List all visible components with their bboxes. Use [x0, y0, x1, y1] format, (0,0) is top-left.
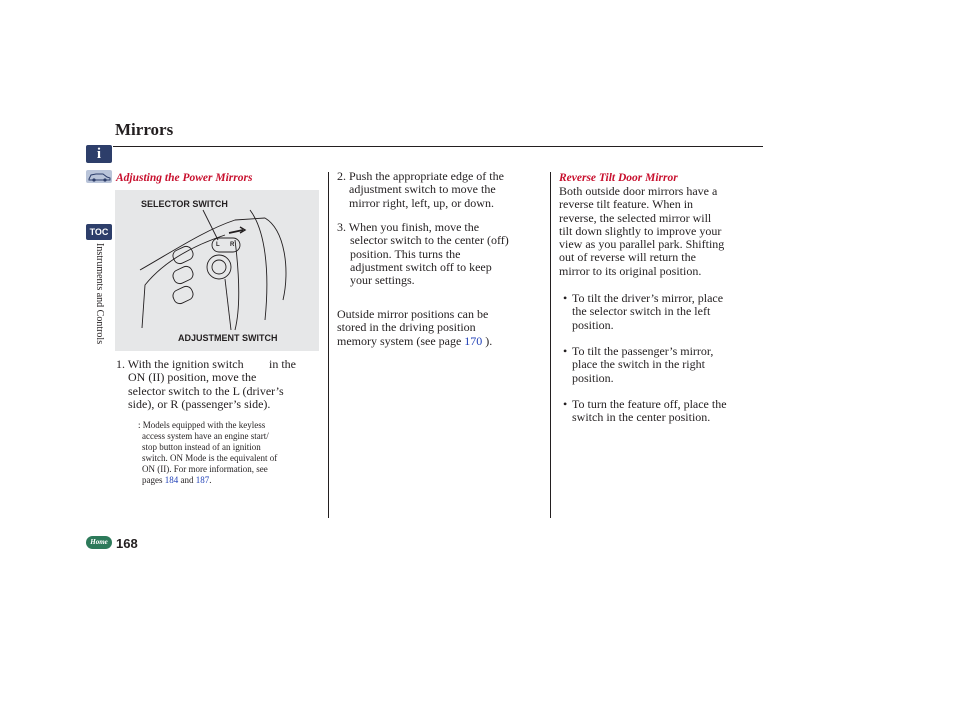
page-link-184[interactable]: 184 [164, 475, 179, 485]
ignition-footnote [138, 420, 310, 486]
car-icon[interactable] [86, 170, 112, 183]
step-3-line-b: selector switch to the center (off) [350, 233, 509, 248]
step-2-line-b: adjustment switch to move the [349, 182, 496, 197]
step-3-line-d: adjustment switch off to keep [350, 259, 492, 274]
car-icon-graphic [86, 170, 112, 183]
reverse-line-5: view as you parallel park. Shifting [559, 237, 725, 252]
note-period: . [209, 475, 212, 485]
memory-line-c-text: memory system (see page [337, 333, 462, 348]
bullet-driver-b: the selector switch in the left [572, 304, 711, 319]
section-heading-power-mirrors: Adjusting the Power Mirrors [116, 172, 253, 184]
page-title: Mirrors [115, 120, 174, 139]
memory-line-c [337, 335, 542, 348]
note-line-3: stop button instead of an ignition [142, 442, 261, 452]
reverse-line-6: out of reverse will return the [559, 250, 696, 265]
step-3-line-c: position. This turns the [350, 246, 461, 261]
adjustment-switch-label: ADJUSTMENT SWITCH [178, 333, 278, 343]
note-line-4: switch. ON Mode is the equivalent of [142, 453, 278, 463]
column-divider-2 [550, 172, 551, 518]
memory-paragraph [337, 308, 542, 348]
step-1-line-c: ON (II) position, move the [128, 370, 257, 385]
title-rule [113, 146, 763, 147]
step-3 [337, 221, 542, 287]
step-1 [116, 358, 316, 411]
reverse-tilt-paragraph [559, 185, 759, 278]
reverse-line-4: tilt down slightly to improve your [559, 223, 722, 238]
note-line-5: ON (II). For more information, see [142, 464, 268, 474]
memory-line-a: Outside mirror positions can be [337, 307, 489, 321]
reverse-line-7: mirror to its original position. [559, 263, 702, 278]
bullet-passenger-c: position. [572, 370, 614, 385]
step-2 [337, 170, 542, 210]
bullet-driver-a: To tilt the driver’s mirror, place [572, 291, 724, 305]
bullet-passenger-a: To tilt the passenger’s mirror, [572, 344, 714, 358]
bullet-driver-c: position. [572, 317, 614, 332]
selector-switch-label: SELECTOR SWITCH [141, 199, 228, 209]
step-2-line-a: 2. Push the appropriate edge of the [337, 169, 504, 183]
mirror-switch-figure [115, 190, 319, 351]
note-line-2: access system have an engine start/ [142, 431, 269, 441]
bullet-off-b: switch in the center position. [572, 410, 711, 425]
page-link-170[interactable]: 170 [464, 333, 483, 348]
section-label-text: Instruments and Controls [94, 243, 105, 345]
step-1-line-a: 1. With the ignition switch [116, 357, 244, 371]
reverse-line-2: reverse tilt feature. When in [559, 197, 694, 212]
step-1-line-d: selector switch to the L (driver’s [128, 383, 284, 398]
step-1-line-b: in the [269, 357, 296, 371]
bullet-passenger [563, 345, 758, 385]
bullet-off [563, 398, 758, 425]
memory-line-c-end: ). [485, 333, 493, 348]
note-line-1: : Models equipped with the keyless [138, 420, 266, 430]
column-divider-1 [328, 172, 329, 518]
home-button[interactable]: Home [86, 536, 112, 549]
info-icon[interactable]: i [86, 145, 112, 163]
bullet-passenger-b: place the switch in the right [572, 357, 705, 372]
note-line-6 [138, 475, 310, 486]
step-1-line-e: side), or R (passenger’s side). [128, 396, 271, 411]
page-number: 168 [116, 536, 138, 551]
right-position-mark: R [230, 242, 235, 248]
left-position-mark: L [216, 242, 220, 248]
step-3-line-a: 3. When you finish, move the [337, 220, 480, 234]
note-and-word: and [180, 475, 194, 485]
section-label [93, 243, 105, 373]
step-2-line-c: mirror right, left, up, or down. [349, 195, 494, 210]
bullet-off-a: To turn the feature off, place the [572, 397, 727, 411]
section-heading-reverse-tilt: Reverse Tilt Door Mirror [559, 172, 678, 184]
bullet-mark: • [563, 344, 568, 358]
bullet-driver [563, 292, 758, 332]
bullet-mark: • [563, 397, 568, 411]
reverse-line-1: Both outside door mirrors have a [559, 184, 718, 198]
reverse-line-3: reverse, the selected mirror will [559, 210, 712, 225]
page-link-187[interactable]: 187 [195, 475, 210, 485]
step-3-line-e: your settings. [350, 273, 415, 288]
bullet-mark: • [563, 291, 568, 305]
switch-panel-drawing [115, 190, 319, 351]
note-pages-word: pages [142, 475, 163, 485]
memory-line-b: stored in the driving position [337, 320, 476, 335]
toc-button[interactable]: TOC [86, 224, 112, 240]
